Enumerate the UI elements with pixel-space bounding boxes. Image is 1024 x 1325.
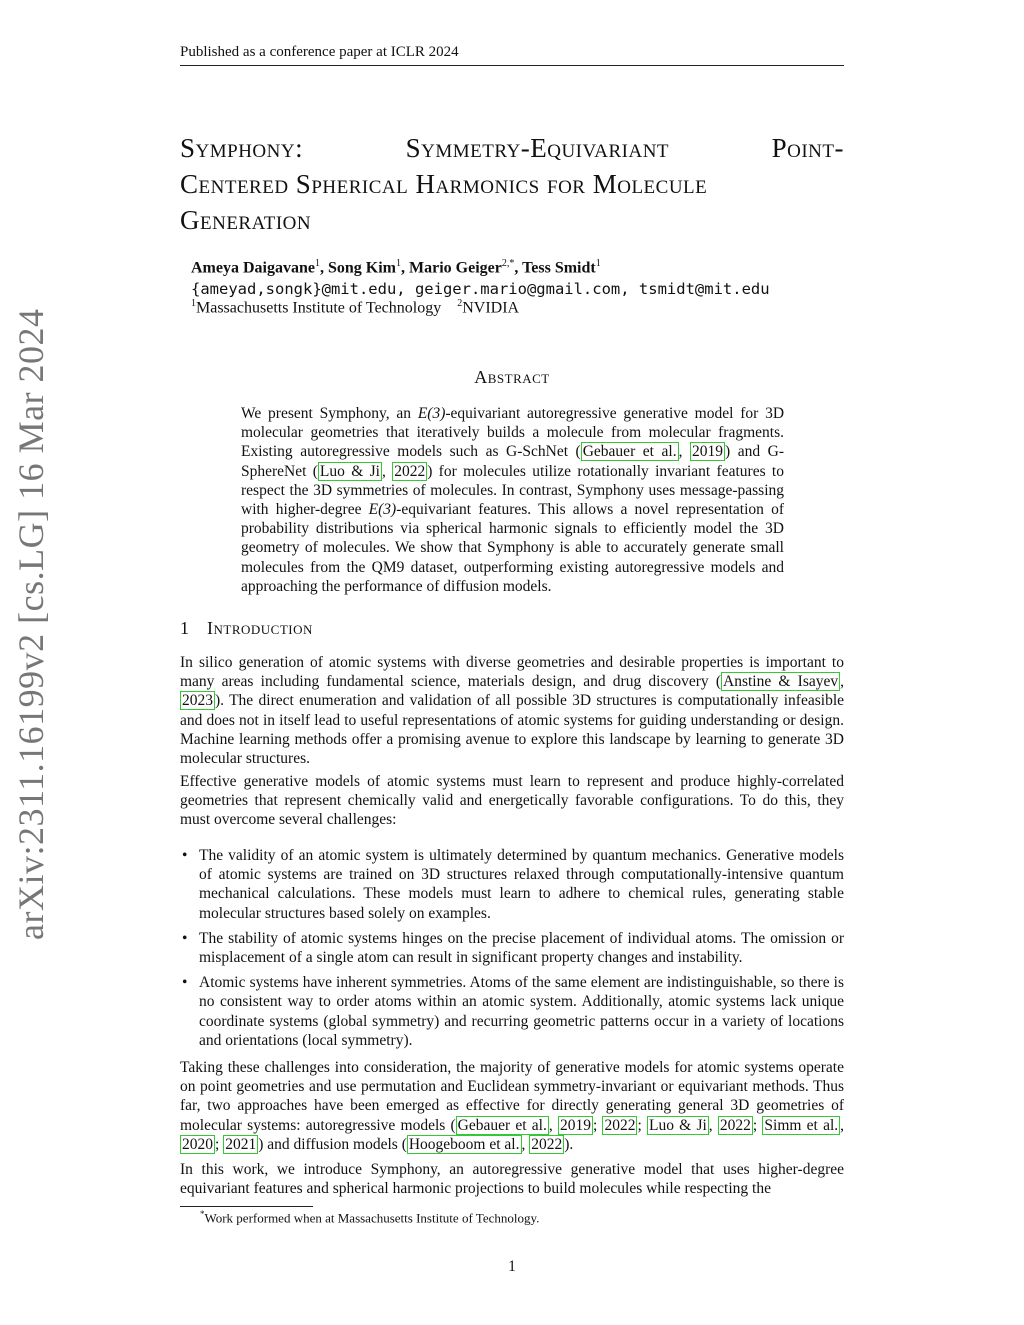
author-name: Tess Smidt xyxy=(522,259,596,277)
footnote-text: Work performed when at Massachusetts Institute of Technology. xyxy=(204,1210,540,1226)
citation-link[interactable]: 2022 xyxy=(604,1116,636,1134)
intro-paragraph-4: In this work, we introduce Symphony, an autoregressive generative model that uses higher-degree equivariant features and spherical harmonic projections to build molecules while respecting the xyxy=(180,1161,844,1198)
author-list: Ameya Daigavane$^1$, Song Kim$^1$, Mario Geiger$^{2,*}$, Tess Smidt$^1$ xyxy=(191,258,601,277)
citation-link[interactable]: 2021 xyxy=(225,1135,257,1153)
paper-title xyxy=(180,130,844,238)
abstract-body: We present Symphony, an E(3)-equivariant autoregressive generative model for 3D molecular geometries that iteratively builds a molecule from molecular fragments. Existing autoregressive models such as G-SchNet ( Gebauer et al. , 2019 ) and G-SphereNet ( Luo & Ji , 2022 ) for molecules utilize rotationally invariant features to respect the 3D symmetries of molecules. In contrast, Symphony uses message-passing with higher-degree E(3)-equivariant features. This allows a novel representation of probability distributions via spherical harmonic signals to efficiently model the 3D geometry of molecules. We show that Symphony is able to accurately generate small molecules from the QM9 dataset, outperforming existing autoregressive models and approaching the performance of diffusion models. xyxy=(241,405,785,595)
intro-paragraph-1: In silico generation of atomic systems with diverse geometries and desirable properties is important to many areas including fundamental science, materials design, and drug discovery ( Anstine & Isayev , 2023 ). The direct enumeration and validation of all possible 3D structures is computationally infeasible and does not in itself lead to useful representations of atomic systems for guiding understanding or design. Machine learning methods offer a promising avenue to explore this landscape by learning to generate 3D molecular structures. xyxy=(180,654,844,768)
author-name: Mario Geiger xyxy=(409,259,502,277)
title-line-2: Centered Spherical Harmonics for Molecule xyxy=(180,169,708,199)
affiliation-mark: 2 xyxy=(457,298,463,309)
affiliations xyxy=(191,298,519,317)
author-name: Ameya Daigavane xyxy=(191,259,315,277)
author-affiliation-mark: 1 xyxy=(314,258,320,269)
footnote-rule xyxy=(180,1206,313,1207)
affiliation-name: NVIDIA xyxy=(462,299,520,317)
footnote-mark: * xyxy=(200,1209,205,1219)
title-line-3: Generation xyxy=(180,205,312,235)
citation-link[interactable]: 2019 xyxy=(559,1116,591,1134)
page-number: 1 xyxy=(508,1258,516,1275)
author-name: Song Kim xyxy=(327,259,396,277)
title-word: Symmetry-Equivariant xyxy=(405,133,670,163)
citation-link[interactable]: 2022 xyxy=(531,1135,563,1153)
author-affiliation-mark: 1 xyxy=(595,258,601,269)
list-item: • The stability of atomic systems hinges on the precise placement of individual atoms. The omission or misplacement of a single atom can result in significant property changes and instability. xyxy=(182,929,844,967)
author-affiliation-mark: 2,* xyxy=(501,258,515,269)
citation-link[interactable]: Luo & Ji xyxy=(319,462,380,480)
conference-header: Published as a conference paper at ICLR 2024 xyxy=(180,44,459,60)
citation-link[interactable]: Gebauer et al. xyxy=(582,443,677,461)
list-item: • The validity of an atomic system is ultimately determined by quantum mechanics. Generative models of atomic systems are trained on 3D structures relaxed through computationally-intensive quantum mechanical calculations. These models must learn to adhere to chemical rules, generating stable molecular structures based solely on examples. xyxy=(182,847,844,922)
citation-link[interactable]: Gebauer et al. xyxy=(457,1116,547,1134)
citation-link[interactable]: 2019 xyxy=(692,443,724,461)
citation-link[interactable]: Hoogeboom et al. xyxy=(408,1135,520,1153)
author-affiliation-mark: 1 xyxy=(396,258,401,269)
title-word: Point- xyxy=(771,133,844,163)
title-word: Symphony: xyxy=(180,133,304,163)
citation-link[interactable]: Simm et al. xyxy=(764,1116,839,1134)
intro-paragraph-2: Effective generative models of atomic systems must learn to represent and produce highly-correlated geometries that represent chemically valid and energetically favorable configurations. To do this, they must overcome several challenges: xyxy=(180,773,844,829)
citation-link[interactable]: Luo & Ji xyxy=(649,1116,707,1134)
footnote xyxy=(200,1209,539,1226)
citation-link[interactable]: 2020 xyxy=(182,1135,213,1153)
arxiv-identifier: arXiv:2311.16199v2 [cs.LG] 16 Mar 2024 xyxy=(11,308,51,940)
list-item: • Atomic systems have inherent symmetries. Atoms of the same element are indistinguishable, so there is no consistent way to order atoms within an atomic system. Additionally, atomic systems lack unique coordinate systems (global symmetry) and recurring geometric patterns occur in a variety of locations and orientations (local symmetry). xyxy=(182,974,844,1049)
section-number: 1 xyxy=(180,618,189,638)
header-rule xyxy=(180,65,844,66)
intro-paragraph-3: Taking these challenges into consideration, the majority of generative models for atomic systems operate on point geometries and use permutation and Euclidean symmetry-invariant or equivariant methods. Thus far, two approaches have been emerged as effective for directly generating general 3D geometries of molecular systems: autoregressive models ( Gebauer et al. , 2019 ; 2022 ; Luo & Ji , 2022 ; Simm et al. , 2020 ; 2021 ) and diffusion models ( Hoogeboom et al. , 2022 ). xyxy=(180,1059,845,1153)
title-line-1 xyxy=(180,130,844,166)
citation-link[interactable]: 2023 xyxy=(182,692,213,710)
challenge-list xyxy=(180,846,844,1056)
section-title: Introduction xyxy=(207,618,313,638)
author-emails[interactable]: {ameyad,songk}@mit.edu, geiger.mario@gmail.com, tsmidt@mit.edu xyxy=(191,280,770,298)
abstract-heading: Abstract xyxy=(474,367,550,387)
affiliation-name: Massachusetts Institute of Technology xyxy=(196,299,442,317)
citation-link[interactable]: 2022 xyxy=(394,462,426,480)
citation-link[interactable]: Anstine & Isayev xyxy=(723,673,839,691)
affiliation-mark: 1 xyxy=(191,298,196,309)
citation-link[interactable]: 2022 xyxy=(719,1116,751,1134)
section-heading-introduction xyxy=(180,618,313,639)
